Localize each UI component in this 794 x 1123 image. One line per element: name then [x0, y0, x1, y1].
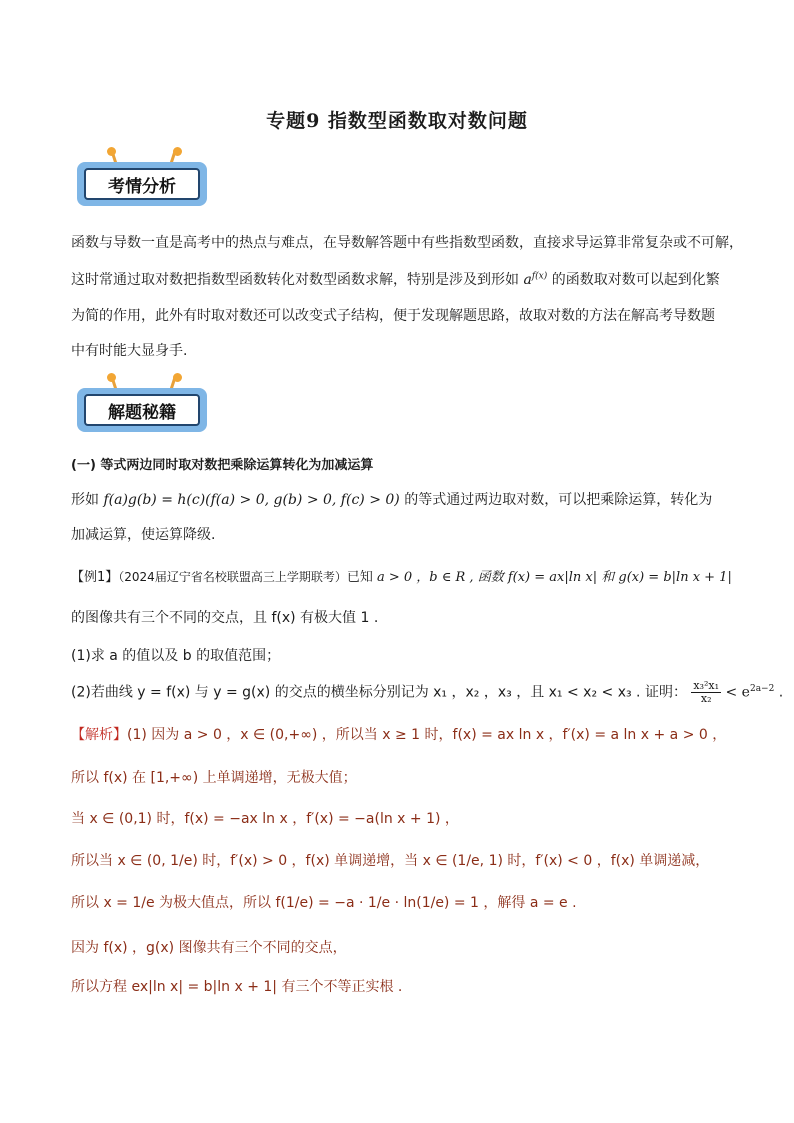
method-text-line-1: 形如 f(a)g(b) = h(c)(f(a) > 0, g(b) > 0, f(c) > 0) 的等式通过两边取对数，可以把乘除运算，转化为 — [71, 492, 713, 508]
antenna-dot-icon — [107, 147, 116, 156]
formula-a-power-fx: $a^{f(x)}$ — [523, 271, 548, 288]
intro-line-3: 为简的作用，此外有时取对数还可以改变式子结构，便于发现解题思路，故取对数的方法在解高考导数题 — [71, 308, 715, 324]
example-line-1: 【例1】（2024届辽宁省名校联盟高三上学期联考）已知 a > 0 ，b ∈ R , 函数 f(x) = ax|ln x| 和 g(x) = b|ln x + 1| — [71, 570, 732, 585]
solution-line-5: 所以 x = 1/e 为极大值点，所以 f(1/e) = −a · 1/e · ln(1/e) = 1 ，解得 a = e . — [71, 895, 577, 911]
solution-line-2: 所以 f(x) 在 [1,+∞) 上单调递增，无极大值； — [71, 770, 357, 786]
solution-line-3: 当 x ∈ (0,1) 时，f(x) = −ax ln x ，f′(x) = −a(ln x + 1) ， — [71, 811, 459, 827]
example-line-2: 的图像共有三个不同的交点，且 f(x) 有极大值 1 . — [71, 610, 379, 626]
question-1: (1)求 a 的值以及 b 的取值范围； — [71, 648, 281, 664]
antenna-dot-icon — [107, 373, 116, 382]
method-formula: f(a)g(b) = h(c)(f(a) > 0, g(b) > 0, f(c) > 0) — [103, 492, 400, 508]
section-title-analysis: 考情分析 — [84, 168, 200, 200]
section-badge-secrets — [77, 376, 207, 430]
question-2: (2)若曲线 y = f(x) 与 y = g(x) 的交点的横坐标分别记为 x₁ ，x₂ ，x₃ ，且 x₁ < x₂ < x₃ . 证明： $\frac{\text{x₃²x₁}}{\text{x₂}}$ < $e^{2a-2}$ . — [71, 679, 784, 705]
page-title: 专题9 指数型函数取对数问题 — [266, 110, 528, 132]
solution-line-4: 所以当 x ∈ (0, 1/e) 时，f′(x) > 0 ，f(x) 单调递增，当 x ∈ (1/e, 1) 时，f′(x) < 0 ，f(x) 单调递减， — [71, 853, 710, 869]
method-heading: (一) 等式两边同时取对数把乘除运算转化为加减运算 — [71, 458, 374, 473]
intro-line-2: 这时常通过取对数把指数型函数转化对数型函数求解，特别是涉及到形如 $a^{f(x)}$ 的函数取对数可以起到化繁 — [71, 271, 720, 288]
solution-line-7: 所以方程 ex|ln x| = b|ln x + 1| 有三个不等正实根 . — [71, 979, 403, 995]
solution-line-1: 【解析】(1) 因为 a > 0 ，x ∈ (0,+∞) ，所以当 x ≥ 1 时，f(x) = ax ln x ，f′(x) = a ln x + a > 0 ， — [71, 727, 727, 743]
solution-line-6: 因为 f(x) ，g(x) 图像共有三个不同的交点， — [71, 940, 347, 956]
section-title-secrets: 解题秘籍 — [84, 394, 200, 426]
section-badge-analysis — [77, 150, 207, 204]
intro-line-1: 函数与导数一直是高考中的热点与难点，在导数解答题中有些指数型函数，直接求导运算非常复杂或不可解， — [71, 235, 743, 251]
antenna-dot-icon — [173, 373, 182, 382]
fraction-x3sq-x1-over-x2: $\frac{\text{x₃²x₁}}{\text{x₂}}$ — [693, 679, 720, 705]
intro-line-4: 中有时能大显身手. — [71, 343, 188, 359]
antenna-dot-icon — [173, 147, 182, 156]
method-text-line-2: 加减运算，使运算降级. — [71, 527, 216, 543]
